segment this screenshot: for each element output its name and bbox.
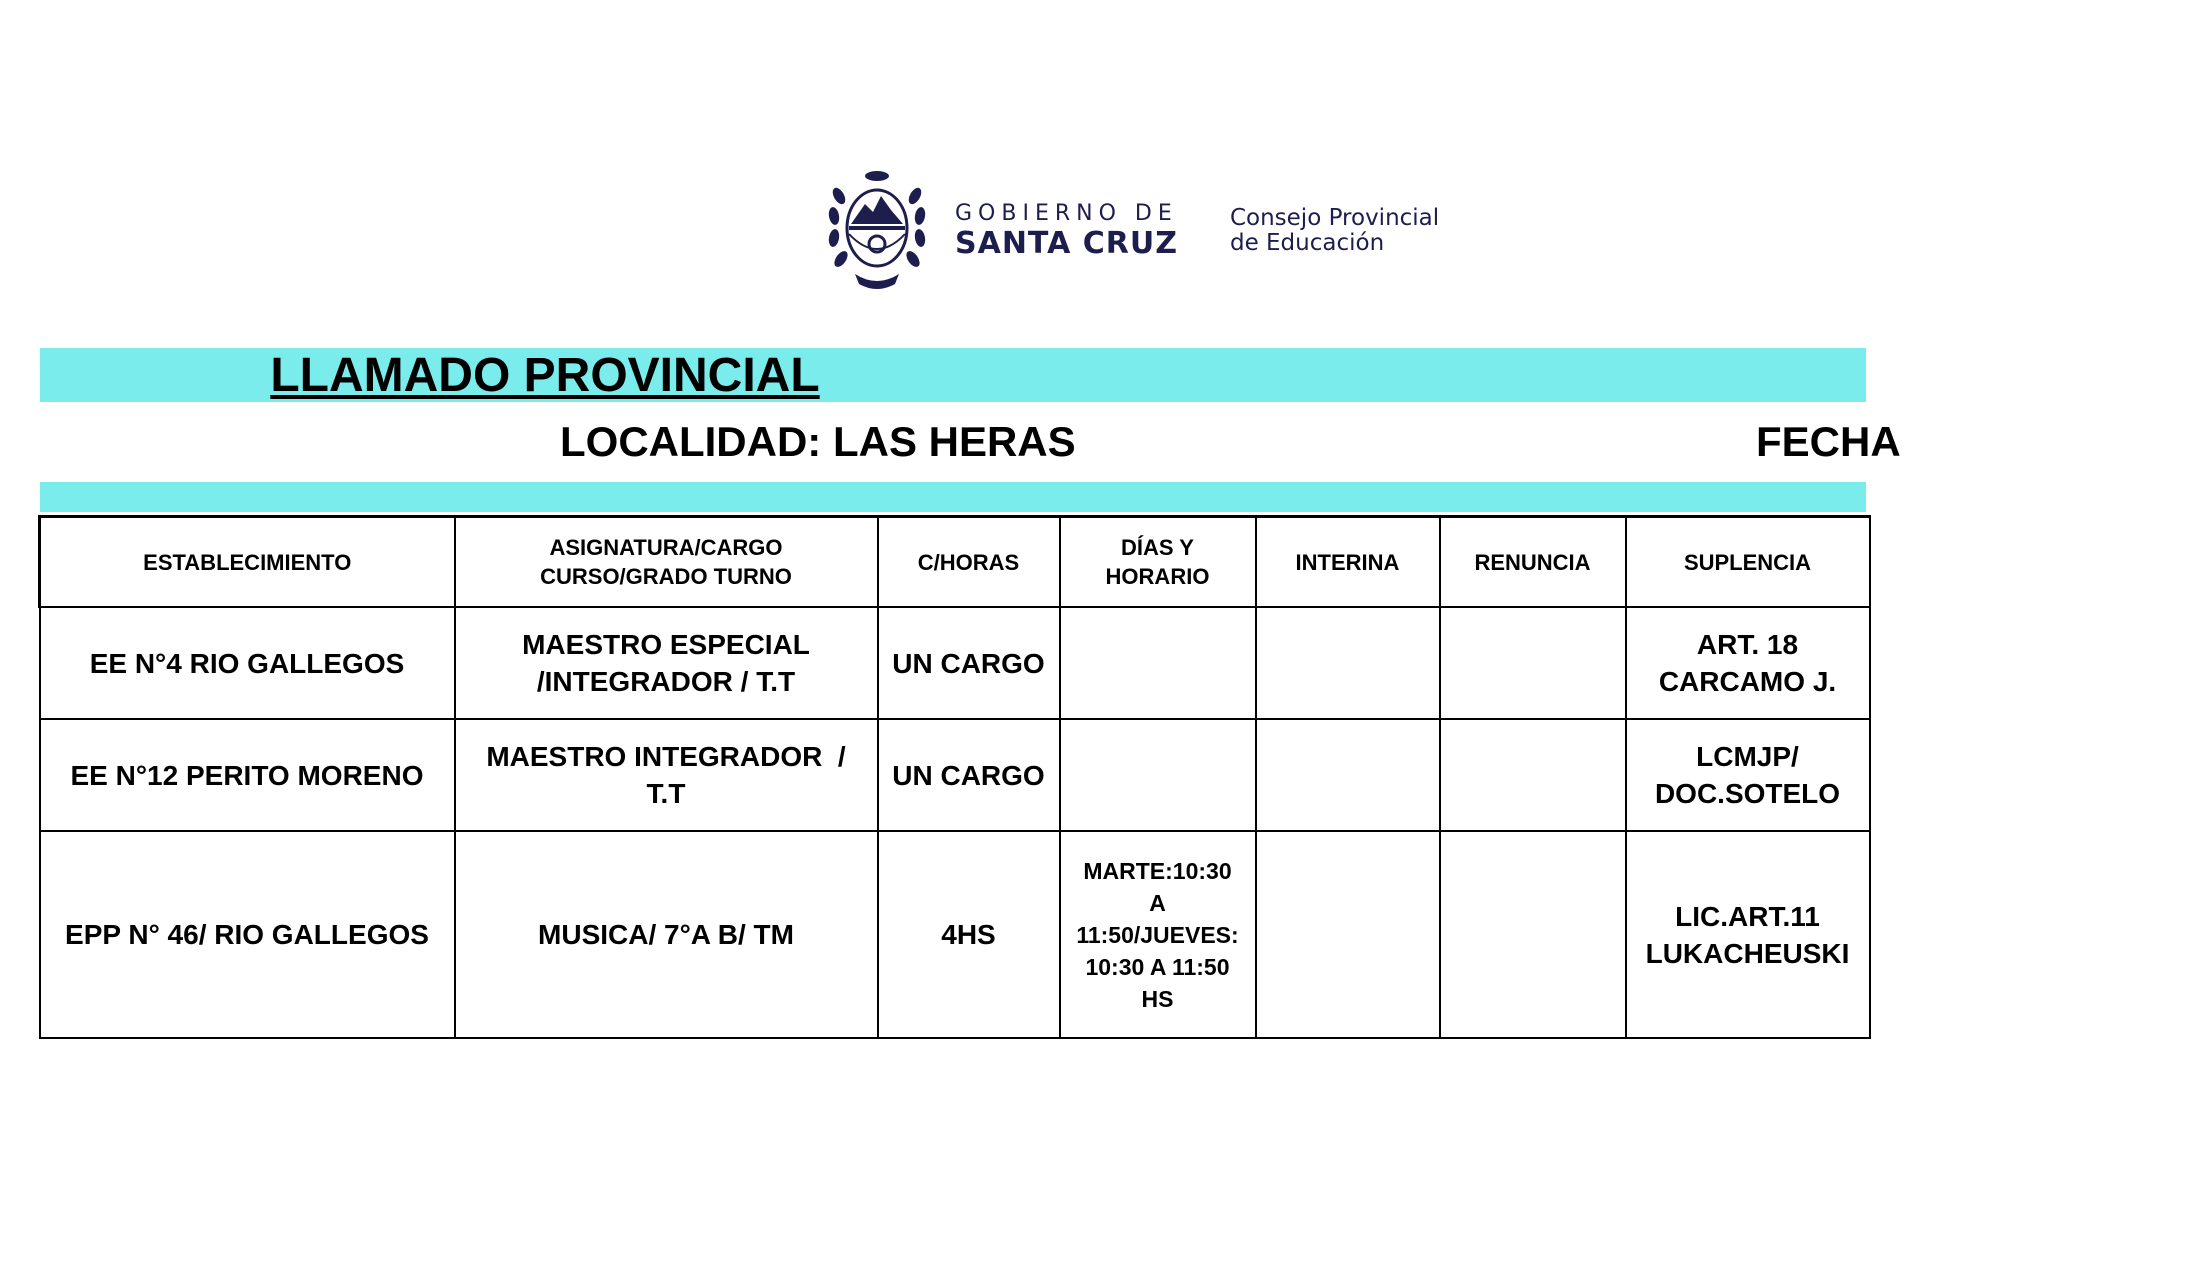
cell-establecimiento: EPP N° 46/ RIO GALLEGOS: [40, 831, 455, 1038]
cell-dias: [1060, 719, 1256, 831]
header-horas: C/HORAS: [878, 517, 1060, 608]
header-suplencia: SUPLENCIA: [1626, 517, 1870, 608]
header-dias: DÍAS Y HORARIO: [1060, 517, 1256, 608]
cell-renuncia: [1440, 607, 1626, 719]
cell-dias: [1060, 607, 1256, 719]
cell-dias: MARTE:10:30 A 11:50/JUEVES: 10:30 A 11:50 HS: [1060, 831, 1256, 1038]
cell-interina: [1256, 607, 1440, 719]
header-renuncia: RENUNCIA: [1440, 517, 1626, 608]
cell-asignatura: MAESTRO ESPECIAL /INTEGRADOR / T.T: [455, 607, 878, 719]
table-header-row: [40, 517, 1870, 608]
title-band: [40, 348, 1866, 402]
consejo-line2: de Educación: [1229, 230, 1385, 256]
fecha-label: FECHA: [1756, 418, 1901, 465]
cell-horas: UN CARGO: [878, 719, 1060, 831]
cell-establecimiento: EE N°4 RIO GALLEGOS: [40, 607, 455, 719]
cell-asignatura: MUSICA/ 7°A B/ TM: [455, 831, 878, 1038]
cell-horas: 4HS: [878, 831, 1060, 1038]
cell-suplencia: LCMJP/ DOC.SOTELO: [1626, 719, 1870, 831]
cell-asignatura: MAESTRO INTEGRADOR / T.T: [455, 719, 878, 831]
cell-establecimiento: EE N°12 PERITO MORENO: [40, 719, 455, 831]
vacancy-table: [38, 515, 1871, 1039]
provincial-seal-icon: [825, 166, 929, 296]
cell-interina: [1256, 719, 1440, 831]
government-name: [955, 201, 1178, 261]
cell-suplencia: ART. 18 CARCAMO J.: [1626, 607, 1870, 719]
table-row: [40, 719, 1870, 831]
cell-renuncia: [1440, 831, 1626, 1038]
header-logo: [825, 166, 1439, 296]
cell-horas: UN CARGO: [878, 607, 1060, 719]
table-row: [40, 607, 1870, 719]
page-title: LLAMADO PROVINCIAL: [270, 348, 820, 402]
separator-band: [40, 482, 1866, 512]
cell-interina: [1256, 831, 1440, 1038]
cell-renuncia: [1440, 719, 1626, 831]
council-name: [1230, 206, 1439, 256]
header-interina: INTERINA: [1256, 517, 1440, 608]
header-asignatura: ASIGNATURA/CARGO CURSO/GRADO TURNO: [455, 517, 878, 608]
gov-line1: GOBIERNO DE: [955, 201, 1178, 226]
localidad-label: LOCALIDAD: LAS HERAS: [560, 418, 1076, 465]
header-establecimiento: ESTABLECIMIENTO: [40, 517, 455, 608]
consejo-line1: Consejo Provincial: [1229, 205, 1440, 231]
table-row: [40, 831, 1870, 1038]
cell-suplencia: LIC.ART.11 LUKACHEUSKI: [1626, 831, 1870, 1038]
gov-line2: SANTA CRUZ: [955, 226, 1178, 261]
